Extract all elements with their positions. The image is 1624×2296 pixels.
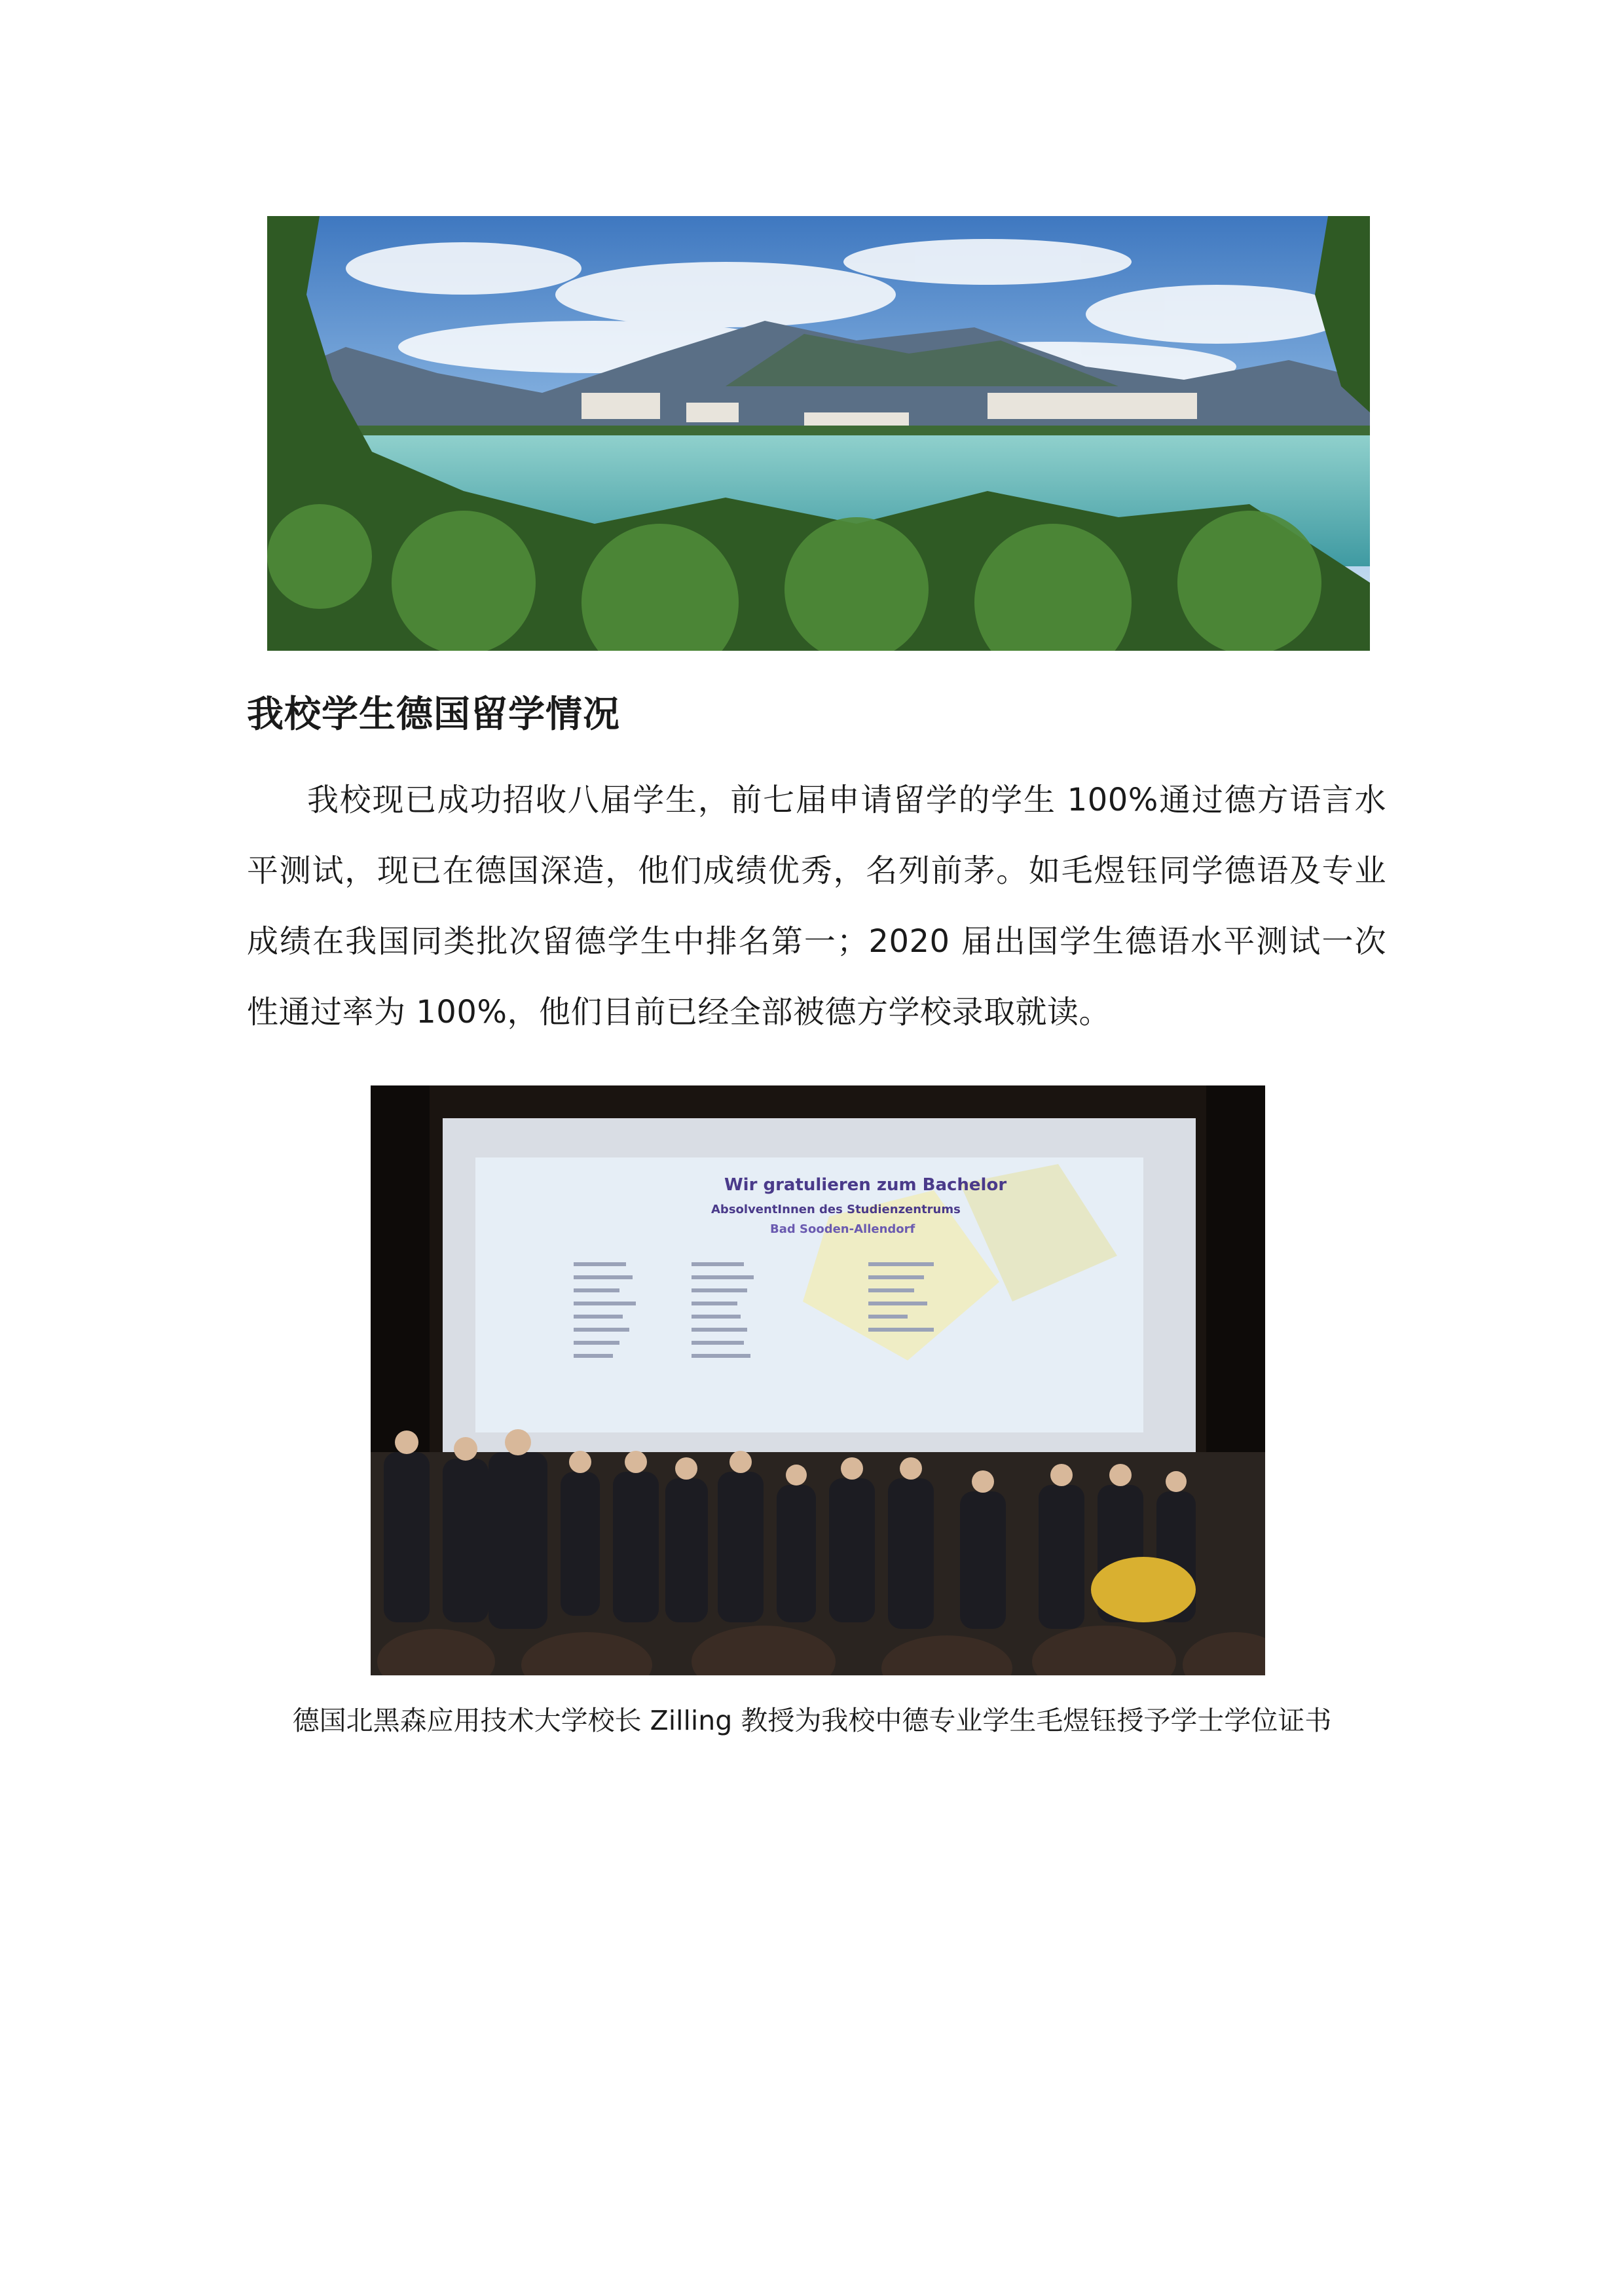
- section-heading: 我校学生德国留学情况: [247, 693, 620, 736]
- slide-location: Bad Sooden-Allendorf: [770, 1222, 915, 1236]
- lake-landscape-photo: [267, 216, 1370, 651]
- body-paragraph: 我校现已成功招收八届学生，前七届申请留学的学生 100%通过德方语言水平测试，现已在德国深造，他们成绩优秀，名列前茅。如毛煜钰同学德语及专业成绩在我国同类批次留德学生中排名第一；2020 届出国学生德语水平测试一次性通过率为 100%，他们目前已经全部被德方学校录取就读。: [247, 782, 1386, 1030]
- slide-subtitle: AbsolventInnen des Studienzentrums: [711, 1203, 961, 1216]
- graduation-ceremony-photo: [371, 1085, 1265, 1675]
- slide-title: Wir gratulieren zum Bachelor: [724, 1175, 1007, 1195]
- photo-caption: 德国北黑森应用技术大学校长 Zilling 教授为我校中德专业学生毛煜钰授予学士学位证书: [292, 1705, 1332, 1736]
